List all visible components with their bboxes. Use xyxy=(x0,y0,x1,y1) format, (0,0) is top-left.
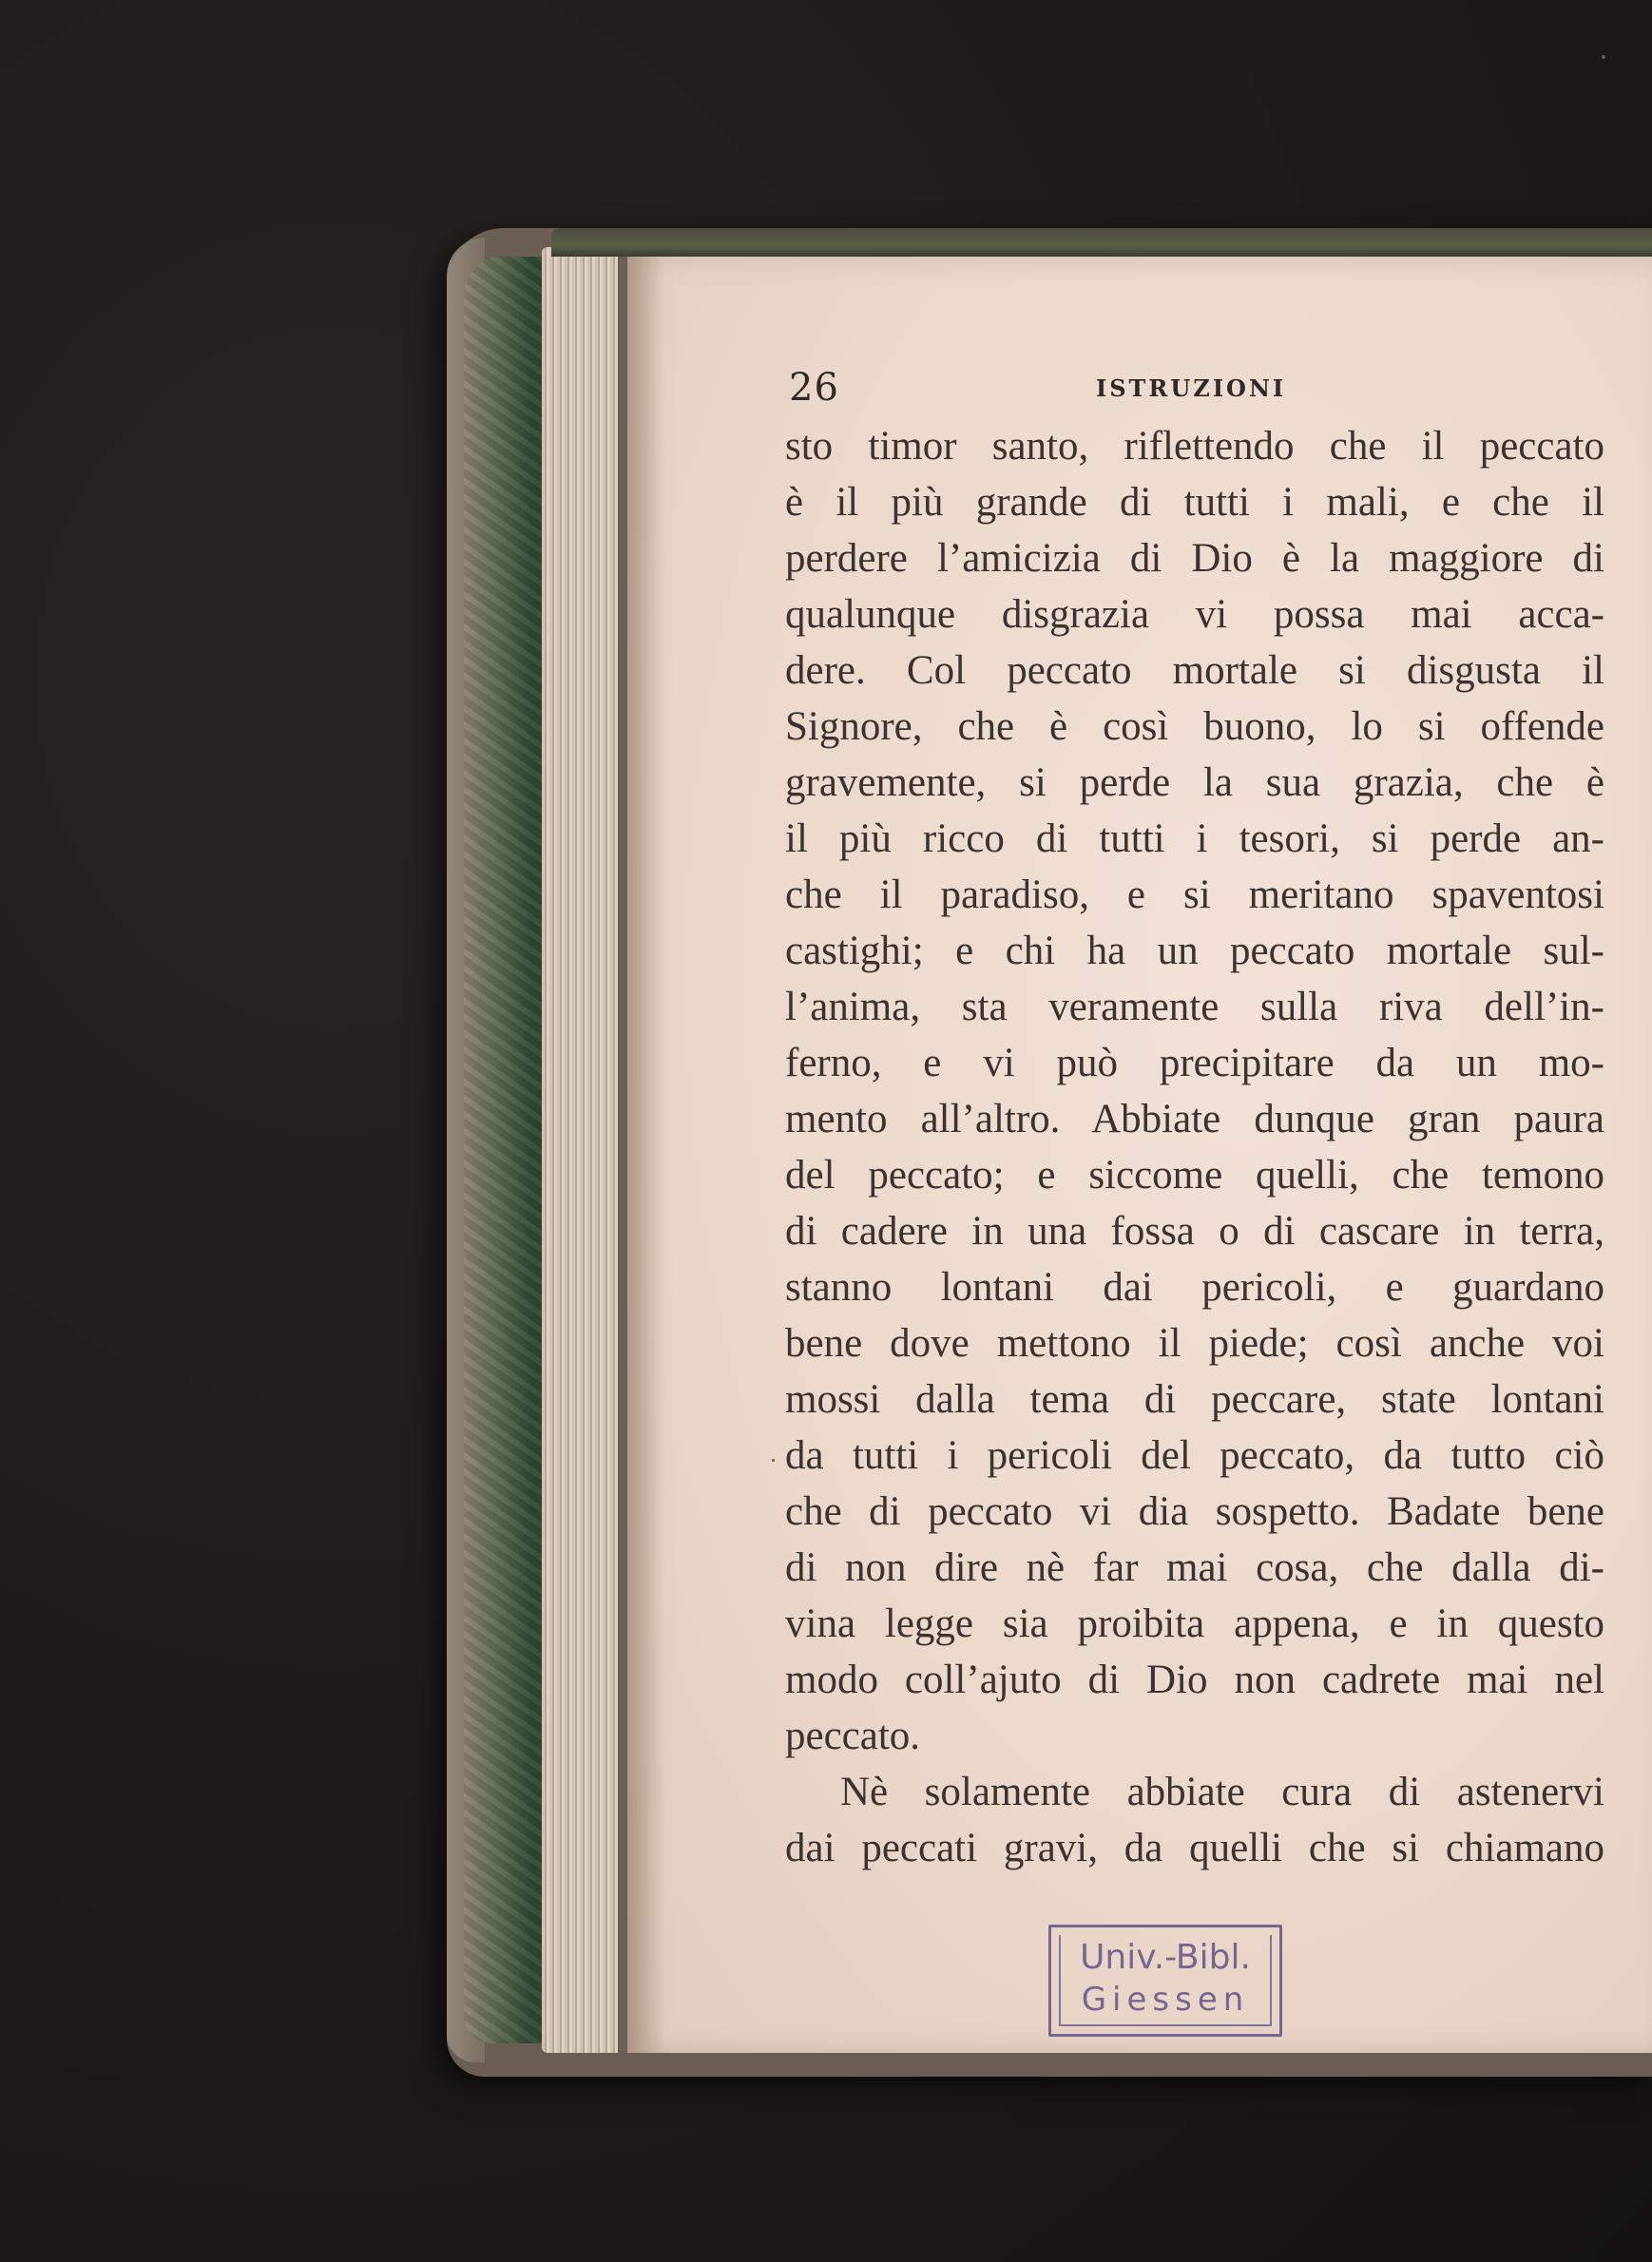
running-title: ISTRUZIONI xyxy=(1096,374,1287,402)
text-line: castighi; e chi ha un peccato mortale sul- xyxy=(785,929,1604,973)
dust-speck xyxy=(772,1459,775,1462)
book-top-edge xyxy=(551,228,1652,257)
page-gutter-shadow xyxy=(627,257,665,2053)
page-edges xyxy=(542,247,618,2053)
text-line: stanno lontani dai pericoli, e guardano xyxy=(785,1265,1604,1310)
library-stamp-line1: Univ.-Bibl. xyxy=(1080,1938,1251,1977)
library-stamp xyxy=(1048,1925,1282,2037)
text-line: gravemente, si perde la sua grazia, che è xyxy=(785,760,1604,805)
library-stamp-line2: Giessen xyxy=(1081,1981,1250,2019)
text-line: qualunque disgrazia vi possa mai acca- xyxy=(785,592,1604,637)
text-line: di cadere in una fossa o di cascare in terra, xyxy=(785,1209,1604,1254)
text-line: da tutti i pericoli del peccato, da tutto ciò xyxy=(785,1433,1604,1478)
text-line: dere. Col peccato mortale si disgusta il xyxy=(785,648,1604,693)
text-line: mossi dalla tema di peccare, state lontani xyxy=(785,1377,1604,1422)
text-line: bene dove mettono il piede; così anche voi xyxy=(785,1321,1604,1366)
body-text xyxy=(785,418,1604,1876)
page-number: 26 xyxy=(789,366,839,410)
text-line: mento all’altro. Abbiate dunque gran paura xyxy=(785,1097,1604,1141)
text-line: Signore, che è così buono, lo si offende xyxy=(785,704,1604,749)
text-line: vina legge sia proibita appena, e in questo xyxy=(785,1601,1604,1646)
text-line: che di peccato vi dia sospetto. Badate bene xyxy=(785,1489,1604,1534)
text-line: il più ricco di tutti i tesori, si perde an- xyxy=(785,816,1604,861)
text-line: perdere l’amicizia di Dio è la maggiore di xyxy=(785,536,1604,581)
dust-speck xyxy=(1602,55,1605,59)
text-line: l’anima, sta veramente sulla riva dell’in- xyxy=(785,985,1604,1029)
running-head xyxy=(789,364,1616,412)
text-line: di non dire nè far mai cosa, che dalla di- xyxy=(785,1545,1604,1590)
text-line: che il paradiso, e si meritano spaventosi xyxy=(785,872,1604,917)
text-line: peccato. xyxy=(785,1714,921,1758)
text-line: del peccato; e siccome quelli, che temono xyxy=(785,1153,1604,1198)
text-line: ferno, e vi può precipitare da un mo- xyxy=(785,1041,1604,1085)
text-line: sto timor santo, riflettendo che il peccato xyxy=(785,424,1604,469)
text-line: Nè solamente abbiate cura di astenervi xyxy=(840,1770,1604,1814)
text-line: è il più grande di tutti i mali, e che il xyxy=(785,480,1604,525)
text-line: modo coll’ajuto di Dio non cadrete mai nel xyxy=(785,1658,1604,1702)
text-line: dai peccati gravi, da quelli che si chiamano xyxy=(785,1826,1604,1870)
